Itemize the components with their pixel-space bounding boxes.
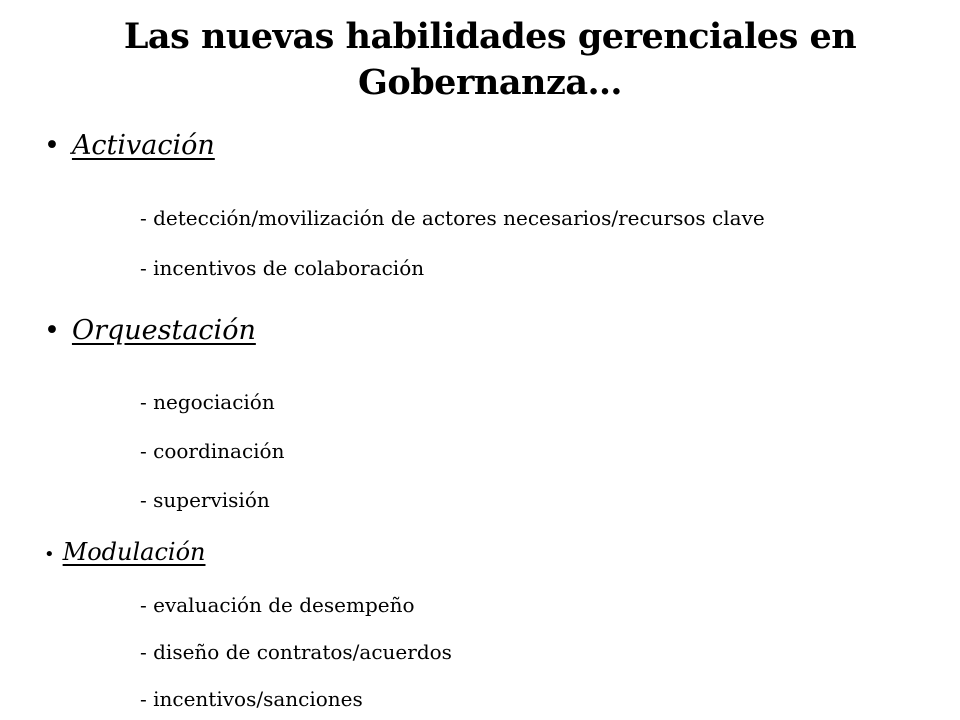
slide-title: Las nuevas habilidades gerenciales en Gobernanza… [123,16,857,103]
list-item: - incentivos/sanciones [140,687,363,711]
list-item: - detección/movilización de actores necesarios/recursos clave [140,206,765,230]
bullet-icon: • [44,544,55,565]
list-item: - diseño de contratos/acuerdos [140,640,452,664]
section-heading-label: Orquestación [71,315,256,346]
section-heading-label: Activación [71,130,215,161]
section-heading-modulacion [44,538,205,566]
list-item: - negociación [140,390,275,414]
section-heading-orquestacion [44,315,256,346]
list-item: - coordinación [140,439,285,463]
section-heading-label: Modulación [62,538,206,566]
list-item: - evaluación de desempeño [140,593,415,617]
section-heading-activacion [44,130,215,161]
bullet-icon: • [44,130,60,161]
list-item: - supervisión [140,488,270,512]
list-item: - incentivos de colaboración [140,256,425,280]
bullet-icon: • [44,315,60,346]
